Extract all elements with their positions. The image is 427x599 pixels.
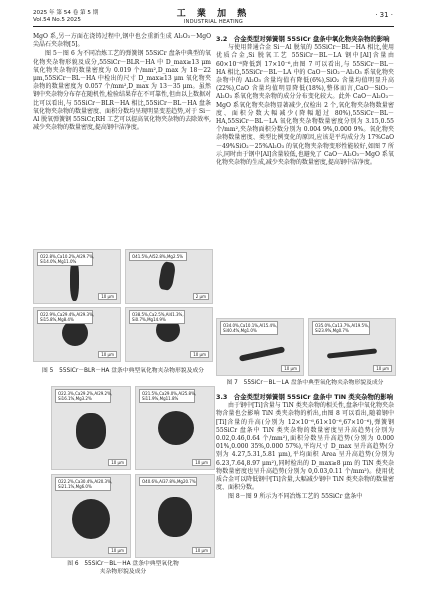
paragraph: 图 5－图 6 为不同冶炼工艺的弹簧钢 55SiCr 盘条中典型的氧化物夹杂物形貌及成分,55SiCr－BLR－HA 中 D_max≥13 μm 氧化物夹杂物的数量密度为 0.019 个/mm²,D_max 为 18－22 μm,55SiCr－BL－HA 中检出的尺寸 D_max≥13 μm 氧化物夹杂物的数量密度为 0.057 个/mm²,D_max 为 13－35 μm。虽然钢中夹杂物分布存在随机性,检验结果存在不可靠性,但由以上数据对比可以看出,与 55SiCr－BLR－HA 相比,55SiCr－BL－HA 盘条氧化物夹杂物的数量密度、面积分数均呈现明显变差趋势,对于 Si－Al 脱氧弹簧钢 55SiCr,RH 工艺可以提高氧化物夹杂物的去除效率,减少夹杂物的数量密度,提高钢中洁净度。 — [33, 50, 212, 132]
micrograph-panel — [125, 249, 213, 304]
composition-label: O40.6%,Al37.8%,Mg20.7% — [139, 477, 197, 486]
paragraph: 由于钢中[Ti]含量与 TiN 类夹杂物的相关性,盘条中氧化物夹杂物含量也会影响 TiN 类夹杂物的析出,由图 8 可以看出,随着钢中[Ti]含量的升高(分别为 12×10⁻⁶,61×10⁻⁶,67×10⁻⁶),弹簧钢 55SiCr 盘条中 TiN 类夹杂物的数量密度呈升高趋势(分别为 0.02,0.46,0.64 个/mm²),面积分数呈升高趋势(分别为 0.000 01%,0.000 35%,0.000 57%),平均尺寸 D_max 呈升高趋势(分别为 4.27,5.31,5.81 μm),平均面积 Area 呈升高趋势(分别为 6.23,7.64,8.97 μm²),同时检出的 D_max≥8 μm 的 TiN 类夹杂物数量密度也呈升高趋势(分别为 0,0.03,0.11 个/mm²)。使用优质合金可以降低钢中[Ti]含量,大幅减少钢中 TiN 类夹杂物的数量密度、面积分数。 — [216, 402, 394, 492]
figure-6-caption-line-2: 夹杂物形貌及成分 — [99, 568, 147, 575]
scale-bar: 10 μm — [190, 351, 209, 358]
composition-label: O22.9%,Ca29.4%,Al29.3%, Si15.8%,Mg8.4% — [37, 310, 93, 324]
right-column-bottom — [216, 391, 394, 503]
page-header — [0, 0, 427, 28]
micrograph-panel — [135, 386, 215, 470]
left-column — [33, 33, 211, 133]
figure-5 — [33, 249, 213, 365]
journal-title — [0, 9, 427, 25]
micrograph-panel — [125, 307, 213, 362]
micrograph-panel — [135, 474, 215, 558]
inclusion-particle — [239, 346, 285, 361]
scale-bar: 10 μm — [281, 365, 300, 372]
scale-bar: 10 μm — [192, 547, 211, 554]
figure-5-caption: 图 5 55SiCr－BLR－HA 盘条中典型氧化物夹杂物形貌及成分 — [42, 368, 204, 374]
inclusion-particle — [76, 413, 106, 449]
inclusion-particle — [158, 497, 192, 537]
micrograph-panel — [216, 318, 304, 376]
composition-label: O38.5%,Ca2.5%,Al41.3%, Si0.7%,Mg14.9% — [129, 310, 185, 324]
inclusion-particle — [158, 261, 177, 291]
scale-bar: 10 μm — [192, 459, 211, 466]
figure-7-caption: 图 7 55SiCr－BL－LA 盘条中典型氧化物夹杂物形貌及成分 — [226, 380, 384, 386]
composition-label: O22.8%,Ca10.2%,Al29.7%, Si14.0%,Mg11.0% — [37, 252, 93, 266]
scale-bar: 10 μm — [108, 547, 127, 554]
header-rule — [33, 26, 394, 27]
issue-cn: 2025 年 第 54 卷 第 5 期 — [33, 10, 99, 16]
composition-label: O22.3%,Ca29.2%,Al29.2%, Si16.1%,Mg3.2% — [55, 389, 111, 403]
right-column-top — [216, 33, 394, 168]
composition-label: O34.0%,Ca10.1%,Al15.4%, Si40.4%,Mg1.0% — [220, 321, 278, 335]
scale-bar: 10 μm — [98, 293, 117, 300]
micrograph-panel — [308, 318, 396, 376]
paragraph: 与使用普通合金 Si－Al 脱氧的 55SiCr－BL－HA 相比,使用优质合金,Si 脱氧工艺 55SiCr－BL－LA 钢中[Al]含量由 60×10⁻⁶降低到 17×10⁻⁶,由图 7 可以看出,与 55SiCr－BL－HA 相比,55SiCr－BL－LA 中的 CaO－SiO₂－Al₂O₃ 系氧化物夹杂物中的 Al₂O₃ 含量均值有降低(6%),SiO₂ 含量均值明显升高(22%),CaO 含量均值明显降低(18%),整体而言,CaO－SiO₂－Al₂O₃ 系氧化物夹杂物的成分分布变化较大。此外 CaO－Al₂O₃－MgO 系氧化物夹杂物显著减少,仅检出 2 个,氧化物夹杂物数量密度、面积分数大幅减少(降幅超过 80%),55SiCr－BL－HA,55SiCr－BL－LA 氧化物夹杂物数量密度分别为 3.15,0.55 个/mm²,夹杂物面积分数分别为 0.004 9%,0.000 9%。氧化物夹杂物数量密度、类型比例变化的原因,应该是平均成分为 17%CaO－49%SiO₂－25%Al₂O₃ 的氧化物夹杂物变形性能较好,如图 7 所示,同时由于钢中[Al]含量较低,也避免了 CaO－Al₂O₃－MgO 系氧化物夹杂物的生成,减少夹杂物的数量密度,提高钢中洁净度。 — [216, 44, 394, 167]
scale-bar: 2 μm — [193, 293, 209, 300]
composition-label: O35.0%,Ca13.7%,Al19.5%, Si23.9%,Mg0.7% — [312, 321, 370, 335]
micrograph-panel — [33, 249, 121, 304]
micrograph-panel — [51, 474, 131, 558]
composition-label: O21.5%,Ca29.0%,Al25.8%, Si11.9%,Mg11.8% — [139, 389, 195, 403]
page-number: · 31 · — [375, 11, 393, 19]
composition-label: O22.2%,Ca30.4%,Al20.3%, Si21.1%,Mg6.0% — [55, 477, 111, 491]
micrograph-panel — [51, 386, 131, 470]
journal-name-cn: 工 業 加 熱 — [176, 9, 251, 19]
figure-6-caption-line-1: 图 6 55SiCr－BL－HA 盘条中典型氧化物 — [67, 561, 179, 567]
paragraph: MgO 系,另一方面在浇铸过程中,钢中也会重新生成 Al₂O₃－MgO 尖晶石夹杂物[5]。 — [33, 33, 211, 49]
inclusion-particle — [158, 411, 194, 445]
scale-bar: 10 μm — [373, 365, 392, 372]
figure-7 — [216, 318, 394, 376]
figure-6 — [51, 386, 215, 558]
scale-bar: 10 μm — [108, 459, 127, 466]
inclusion-particle — [72, 499, 110, 539]
section-heading-3-2: 3.2 合金类型对弹簧钢 55SiCr 盘条中氧化物夹杂物的影响 — [216, 35, 390, 43]
issue-en: Vol.54 No.5 2025 — [33, 17, 81, 23]
scale-bar: 10 μm — [98, 351, 117, 358]
section-heading-3-3: 3.3 合金类型对弹簧钢 55SiCr 盘条中 TiN 类夹杂物的影响 — [216, 393, 394, 401]
figure-6-caption — [33, 561, 213, 576]
journal-name-en: INDUSTRIAL HEATING — [183, 19, 244, 25]
paragraph: 图 8－图 9 所示为不同冶炼工艺的 55SiCr 盘条中 — [228, 493, 363, 501]
inclusion-particle — [327, 348, 377, 358]
micrograph-panel — [33, 307, 121, 362]
composition-label: O41.5%,Al52.8%,Mg2.5% — [129, 252, 187, 261]
